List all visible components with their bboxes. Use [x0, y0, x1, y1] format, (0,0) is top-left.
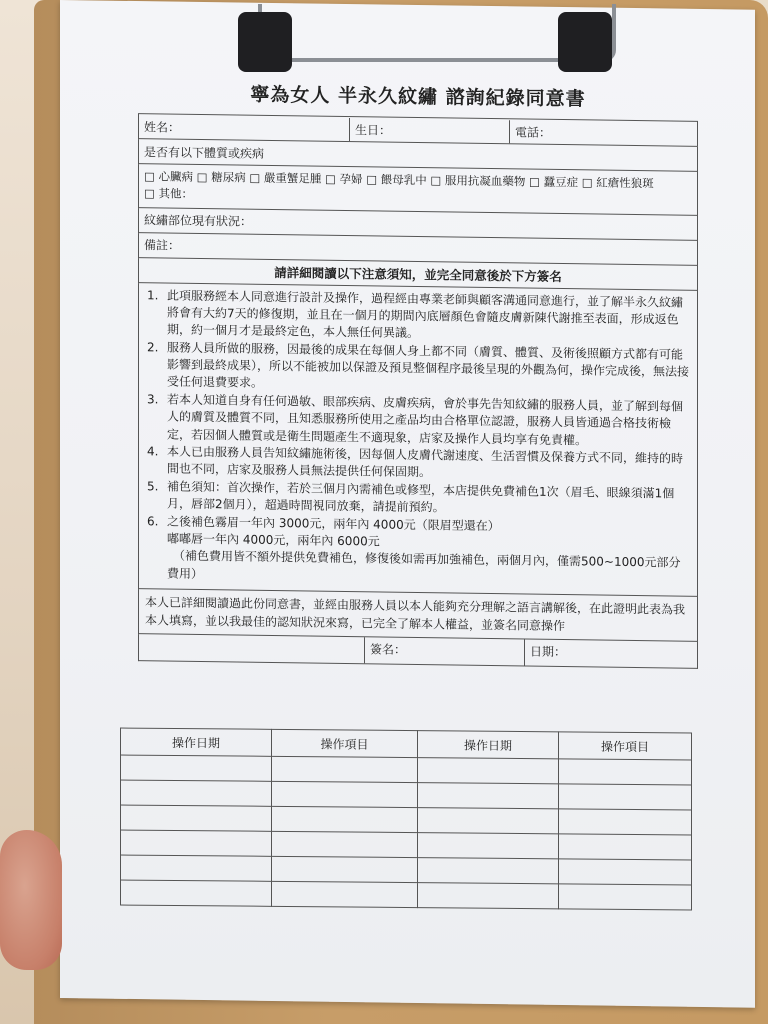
log-cell[interactable]: [418, 808, 559, 834]
log-cell[interactable]: [559, 784, 692, 810]
term-6-line-2: 嘟嘟唇一年內 4000元，兩年內 6000元: [167, 531, 380, 549]
log-cell[interactable]: [559, 859, 692, 885]
log-header-date: 操作日期: [121, 728, 272, 756]
term-text: 本人已由服務人員告知紋繡施術後，因每個人皮膚代謝速度、生活習慣及保養方式不同，維持的時間也不同，店家及服務人員無法提供任何保固期。: [167, 444, 684, 480]
term-text: 此項服務經本人同意進行設計及操作，過程經由專業老師與顧客溝通同意進行，並了解半永久紋繡將會有大約7天的修復期，並且在一個月的期間內底層顏色會隨皮膚新陳代謝推至表面，形成返色期，約一個月才是最終定色，本人無任何異議。: [167, 287, 684, 341]
name-field[interactable]: [139, 115, 349, 141]
log-cell[interactable]: [418, 858, 559, 884]
term-6-line-1: 之後補色霧眉一年內 3000元，兩年內 4000元（限眉型還在）: [167, 514, 500, 533]
log-cell[interactable]: [418, 883, 559, 909]
log-header-item: 操作項目: [272, 729, 418, 757]
log-header-item: 操作項目: [559, 732, 692, 760]
conditions-line-other[interactable]: □ 其他：: [144, 186, 194, 202]
clip-hinge-left: [238, 12, 292, 72]
notice-heading-text: 請詳細閱讀以下注意須知，並完全同意後於下方簽名: [274, 264, 562, 284]
term-number: 6.: [147, 513, 159, 528]
term-number: 5.: [147, 479, 159, 494]
term-item: [147, 339, 689, 399]
term-item: [147, 513, 689, 590]
term-text: 若本人知道自身有任何過敏、眼部疾病、皮膚疾病，會於事先告知紋繡的服務人員，並了解到每個人的膚質及體質不同，且知悉服務所使用之產品均由合格單位認證，服務人員皆通過合格技術檢定，若因個人體質或是衛生問題產生不適現象，店家及操作人員均享有免責權。: [167, 392, 684, 447]
term-text: 服務人員所做的服務，因最後的成果在每個人身上都不同（膚質、體質、及術後照顧方式都有可能影響到最終成果），所以不能被加以保證及預見整個程序最後呈現的外觀為何，操作完成後，無法接受任何退費要求。: [167, 340, 690, 391]
phone-field[interactable]: [509, 120, 697, 146]
name-label: 姓名：: [144, 119, 181, 135]
log-cell[interactable]: [272, 856, 418, 882]
log-cell[interactable]: [272, 881, 418, 907]
terms-list: [138, 283, 698, 597]
log-cell[interactable]: [121, 755, 272, 781]
log-cell[interactable]: [418, 833, 559, 859]
log-cell[interactable]: [559, 809, 692, 835]
log-cell[interactable]: [559, 834, 692, 860]
birthday-field[interactable]: [349, 118, 509, 143]
log-cell[interactable]: [272, 806, 418, 832]
log-cell[interactable]: [559, 759, 692, 785]
operation-log-table: [120, 728, 692, 911]
term-item: [147, 391, 689, 451]
log-cell[interactable]: [559, 884, 692, 910]
log-cell[interactable]: [272, 831, 418, 857]
conditions-line-1[interactable]: □ 心臟病 □ 糖尿病 □ 嚴重蟹足腫 □ 孕婦 □ 餵母乳中 □ 服用抗凝血藥物 □ 蠶豆症 □ 紅瘡性狼斑: [144, 169, 654, 191]
log-cell[interactable]: [272, 781, 418, 807]
conditions-label: 是否有以下體質或疾病: [144, 144, 265, 161]
date-label: 日期：: [530, 644, 567, 660]
term-number: 4.: [147, 444, 159, 459]
log-cell[interactable]: [121, 780, 272, 806]
term-number: 1.: [147, 287, 159, 302]
conditions-checkboxes: [138, 164, 698, 215]
form-title: 寧為女人 半永久紋繡 諮詢紀錄同意書: [250, 83, 586, 111]
term-number: 2.: [147, 339, 159, 355]
log-cell[interactable]: [272, 756, 418, 782]
remarks-field[interactable]: 備註：: [144, 238, 181, 253]
clip-hinge-right: [558, 12, 612, 72]
term-number: 3.: [147, 392, 159, 407]
signature-field[interactable]: [364, 637, 524, 665]
term-6-note: （補色費用皆不額外提供免費補色，修復後如需再加強補色，兩個月內，僅需500~1000元部分費用）: [167, 548, 681, 581]
birthday-label: 生日：: [355, 122, 392, 138]
finger: [0, 830, 62, 970]
term-item: [147, 287, 689, 347]
log-body: [121, 755, 692, 910]
log-header-date: 操作日期: [418, 731, 559, 759]
date-field[interactable]: [524, 640, 697, 668]
term-text: [167, 513, 689, 590]
signature-blank: [139, 634, 364, 663]
log-cell[interactable]: [121, 830, 272, 856]
log-cell[interactable]: [121, 855, 272, 881]
log-row: [121, 880, 692, 910]
consent-form: [138, 56, 698, 669]
term-text: 補色須知：首次操作，若於三個月內需補色或修型，本店提供免費補色1次（眉毛、眼線須滿1個月，唇部2個月），超過時間視同放棄，請提前預約。: [167, 479, 675, 515]
log-cell[interactable]: [121, 805, 272, 831]
signature-label: 簽名：: [370, 642, 407, 657]
log-cell[interactable]: [121, 880, 272, 906]
area-status-field[interactable]: 紋繡部位現有狀況：: [144, 213, 253, 229]
phone-label: 電話：: [515, 124, 552, 140]
clipboard-clip: [238, 0, 618, 78]
declaration-text: 本人已詳細閱讀過此份同意書，並經由服務人員以本人能夠充分理解之語言講解後，在此證明此表為我本人填寫，並以我最佳的認知狀況來寫，已完全了解本人權益，並簽名同意操作: [138, 589, 698, 642]
log-cell[interactable]: [418, 758, 559, 784]
log-cell[interactable]: [418, 783, 559, 809]
